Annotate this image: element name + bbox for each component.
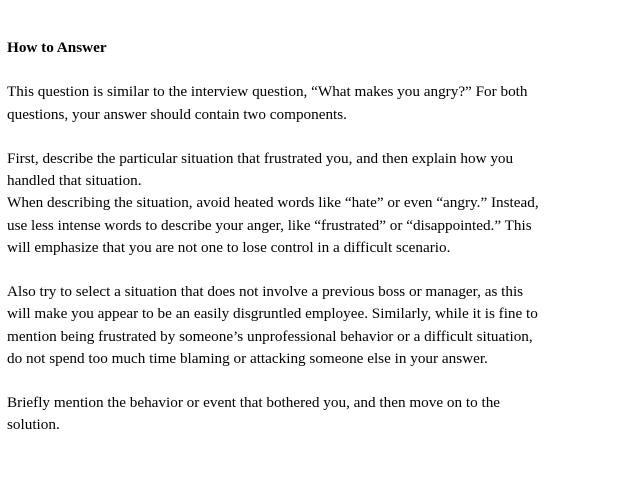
paragraph-briefly-mention [7, 392, 631, 436]
text-line: do not spend too much time blaming or attacking someone else in your answer. [7, 349, 488, 367]
paragraph-select-situation [7, 281, 631, 370]
text-line: This question is similar to the interview question, “What makes you angry?” For both [7, 83, 528, 101]
text-line: handled that situation. [7, 172, 142, 190]
paragraph-intro [7, 81, 631, 125]
document-page [7, 37, 631, 459]
paragraph-describe-situation [7, 148, 631, 259]
section-heading: How to Answer [7, 39, 107, 56]
text-line: use less intense words to describe your anger, like “frustrated” or “disappointed.” This [7, 216, 532, 234]
text-line: Also try to select a situation that does not involve a previous boss or manager, as this [7, 283, 524, 301]
text-line: will emphasize that you are not one to lose control in a difficult scenario. [7, 238, 451, 256]
text-line: mention being frustrated by someone’s unprofessional behavior or a difficult situation, [7, 327, 533, 345]
text-line: solution. [7, 416, 60, 434]
text-line: questions, your answer should contain two components. [7, 105, 347, 123]
text-line: will make you appear to be an easily disgruntled employee. Similarly, while it is fine to [7, 305, 538, 323]
text-line: Briefly mention the behavior or event that bothered you, and then move on to the [7, 394, 501, 412]
text-line: First, describe the particular situation that frustrated you, and then explain how you [7, 149, 514, 167]
text-line: When describing the situation, avoid heated words like “hate” or even “angry.” Instead, [7, 194, 539, 212]
